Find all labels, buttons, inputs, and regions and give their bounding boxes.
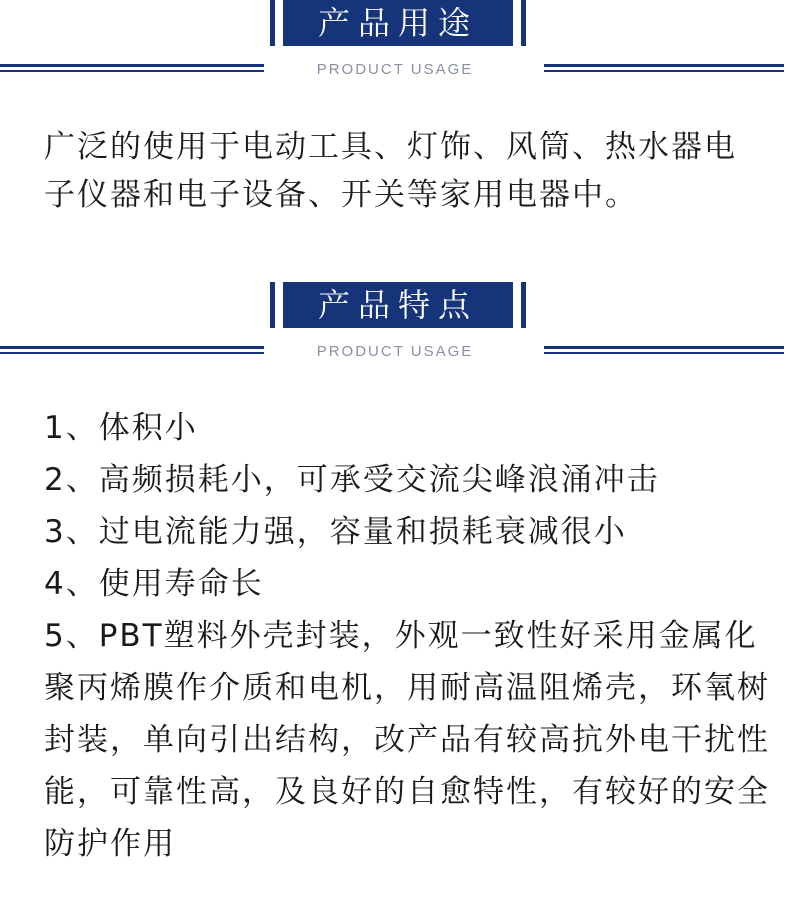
section-header-features	[0, 282, 790, 372]
section-subtitle: PRODUCT USAGE	[316, 61, 474, 78]
title-bar-left	[270, 0, 275, 46]
title-bar-right	[521, 0, 526, 46]
title-panel	[283, 282, 513, 328]
section-title-box	[270, 0, 526, 46]
divider-right	[544, 64, 784, 73]
section-title: 产品特点	[317, 286, 478, 324]
divider-left	[0, 64, 264, 73]
feature-item: 4、使用寿命长	[44, 566, 264, 602]
section-title: 产品用途	[317, 4, 478, 42]
feature-item: 1、体积小	[44, 410, 198, 446]
divider-left	[0, 346, 264, 355]
features-list	[44, 402, 774, 870]
feature-item: 3、过电流能力强，容量和损耗衰减很小	[44, 514, 627, 550]
feature-item: 2、高频损耗小，可承受交流尖峰浪涌冲击	[44, 462, 660, 498]
title-bar-left	[270, 282, 275, 328]
section-subtitle: PRODUCT USAGE	[316, 343, 474, 360]
feature-item: 5、PBT塑料外壳封装，外观一致性好采用金属化聚丙烯膜作介质和电机，用耐高温阻烯壳，环氧树封装，单向引出结构，改产品有较高抗外电干扰性能，可靠性高，及良好的自愈特性，有较好的安全防护作用	[44, 618, 770, 862]
title-bar-right	[521, 282, 526, 328]
section-header-usage	[0, 0, 790, 90]
title-panel	[283, 0, 513, 46]
usage-paragraph: 广泛的使用于电动工具、灯饰、风筒、热水器电子仪器和电子设备、开关等家用电器中。	[44, 129, 737, 213]
divider-right	[544, 346, 784, 355]
section-title-box	[270, 282, 526, 328]
